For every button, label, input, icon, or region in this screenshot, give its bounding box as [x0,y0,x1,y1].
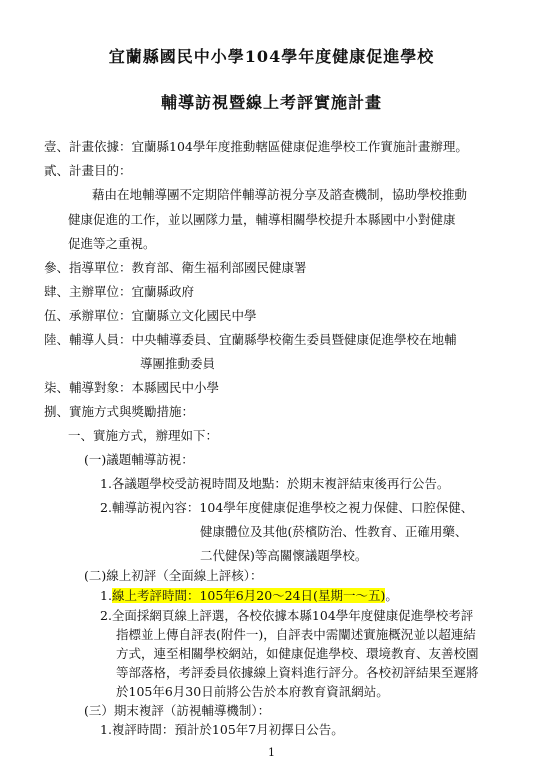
list-item-continued: 方式，連至相關學校網站，如健康促進學校、環境教育、友善校園 [116,646,479,661]
purpose-text-line: 藉由在地輔導團不定期陪伴輔導訪視分享及諮查機制，協助學校推動 [92,187,468,202]
list-item-continued: 健康體位及其他(菸檳防治、性教育、正確用藥、 [200,524,468,539]
section-methods-heading: 捌、實施方式與獎勵措施： [44,404,195,419]
purpose-text-line: 促進等之重視。 [68,236,156,251]
document-title: 宜蘭縣國民中小學104學年度健康促進學校 [108,47,435,66]
list-item-continued: 於105年6月30日前將公告於本府教育資訊網站。 [116,684,389,699]
section-basis: 壹、計畫依據：宜蘭縣104學年度推動轄區健康促進學校工作實施計畫辦理。 [44,139,468,154]
section-guiding-unit: 參、指導單位：教育部、衛生福利部國民健康署 [44,260,307,275]
list-item: 2.輔導訪視內容：104學年度健康促進學校之視力保健、口腔保健、 [100,500,474,515]
item-online-review: (二)線上初評（全面線上評核）： [84,568,263,583]
section-counselors: 陸、輔導人員：中央輔導委員、宜蘭縣學校衛生委員暨健康促進學校在地輔 [44,332,457,347]
list-item: 1.各議題學校受訪視時間及地點：於期末複評結束後再行公告。 [100,476,450,491]
document-subtitle: 輔導訪視暨線上考評實施計畫 [160,93,382,112]
list-item: 1.複評時間：預計於105年7月初擇日公告。 [100,722,344,737]
section-target: 柒、輔導對象：本縣國民中小學 [44,380,220,395]
item-topic-visits: (一)議題輔導訪視： [84,452,194,467]
list-number: 1. [100,588,112,603]
list-item-continued: 等部落格，考評委員依據線上資料進行評分。各校初評結果至遲將 [116,665,479,680]
purpose-text-line: 健康促進的工作，並以團隊力量，輔導相關學校提升本縣國中小對健康 [68,212,456,227]
list-item: 2.全面採網頁線上評選，各校依據本縣104學年度健康促進學校考評 [100,608,474,623]
list-item-highlighted [100,588,398,604]
counselors-continued: 導團推動委員 [140,356,216,371]
list-punctuation: 。 [385,588,398,603]
list-item-continued: 二代健保)等高關懷議題學校。 [200,548,368,563]
item-final-review: (三）期末複評（訪視輔導機制）： [84,703,271,718]
section-organizer: 伍、承辦單位：宜蘭縣立文化國民中學 [44,308,257,323]
highlighted-review-time: 線上考評時間：105年6月20～24日(星期一～五) [111,588,386,603]
subsection-methods: 一、實施方式，辦理如下： [68,428,219,443]
list-item-continued: 指標並上傳自評表(附件一)，自評表中需闡述實施概況並以超連結 [116,627,476,642]
section-purpose-heading: 貳、計畫目的： [44,163,132,178]
section-host-unit: 肆、主辦單位：宜蘭縣政府 [44,284,195,299]
page-number: 1 [268,746,275,759]
